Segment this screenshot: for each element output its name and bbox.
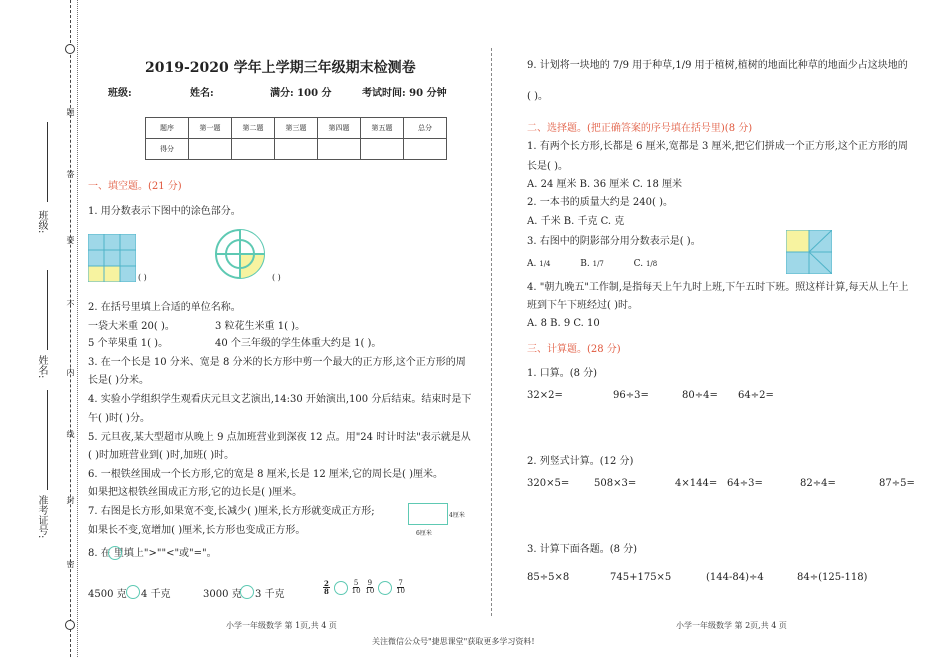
q1-circle-figure	[214, 228, 266, 280]
c2-options: A. 千米 B. 千克 C. 克	[527, 216, 625, 227]
c4-line-1: 4. "朝九晚五"工作制,是指每天上午九时上班,下午五时下班。照这样计算,每天从上午上	[527, 282, 909, 293]
c4-options: A. 8 B. 9 C. 10	[527, 318, 600, 329]
q9-line-1: 9. 计划将一块地的 7/9 用于种草,1/9 用于植树,植树的地面比种草的地面少占这块地的	[527, 60, 908, 71]
c3-options: A. 1/4 B. 1/7 C. 1/8	[527, 259, 658, 269]
q3-line-1: 3. 在一个长是 10 分米、宽是 8 分米的长方形中剪一个最大的正方形,这个正方形的周	[88, 357, 466, 368]
q7-rect-height-label: 4厘米	[449, 512, 465, 519]
q6-line-2: 如果把这根铁丝围成正方形,它的边长是( )厘米。	[88, 487, 303, 498]
grid-cell-shaded	[88, 250, 104, 266]
c2-text: 2. 一本书的质量大约是 240( )。	[527, 197, 673, 208]
section-3-heading: 三、计算题。(28 分)	[527, 344, 621, 355]
grid-cell-shaded	[120, 234, 136, 250]
margin-dot-3: 要	[66, 236, 75, 244]
margin-dot-8: 密	[66, 560, 75, 568]
c4-line-2: 班到下午下班经过( )时。	[527, 300, 638, 311]
exam-title: 2019-2020 学年上学期三年级期末检测卷	[145, 60, 416, 76]
grid-cell-plain	[120, 266, 136, 282]
time-label: 考试时间: 90 分钟	[362, 88, 447, 99]
q8-c-circle[interactable]	[334, 581, 348, 595]
q8-a-circle[interactable]	[126, 585, 140, 599]
k1-item-2: 96÷3=	[613, 390, 649, 401]
k1-item-3: 80÷4=	[682, 390, 718, 401]
q8-fractions	[322, 580, 406, 595]
class-label: 班级:	[108, 88, 132, 99]
score-cell[interactable]	[404, 139, 447, 160]
q3-line-2: 长是( )分米。	[88, 375, 149, 386]
q8-frac-3: $\frac{9}{10}$	[365, 579, 375, 595]
margin-class: 班级:	[36, 210, 47, 234]
c1-line-1: 1. 有两个长方形,长都是 6 厘米,宽都是 3 厘米,把它们拼成一个正方形,这个正方形的周	[527, 141, 908, 152]
q4-line-1: 4. 实验小学组织学生观看庆元旦文艺演出,14:30 开始演出,100 分后结束。结束时是下	[88, 394, 472, 405]
binding-circle-top	[65, 44, 75, 54]
score-col-2: 第二题	[232, 118, 275, 139]
score-table	[145, 117, 447, 160]
k2-item-2: 508×3=	[594, 478, 637, 489]
k2-item-5: 82÷4=	[800, 478, 836, 489]
footer-promo: 关注微信公众号"捷思课堂"获取更多学习资料!	[372, 637, 535, 646]
score-cell[interactable]	[318, 139, 361, 160]
name-label: 姓名:	[190, 88, 214, 99]
q5-line-1: 5. 元旦夜,某大型超市从晚上 9 点加班营业到深夜 12 点。用"24 时计时法"表示就是从	[88, 432, 471, 443]
q7-rectangle	[408, 503, 448, 525]
c3-text: 3. 右图中的阴影部分用分数表示是( )。	[527, 236, 701, 247]
k1-item-4: 64÷2=	[738, 390, 774, 401]
q2-d: 40 个三年级的学生体重大约是 1( )。	[215, 338, 382, 349]
k2-text: 2. 列竖式计算。(12 分)	[527, 456, 634, 467]
page-divider	[491, 48, 492, 616]
score-col-1: 第一题	[189, 118, 232, 139]
k3-item-1: 85÷5×8	[527, 572, 570, 583]
q2-text: 2. 在括号里填上合适的单位名称。	[88, 302, 241, 313]
q8-b-circle[interactable]	[240, 585, 254, 599]
k3-item-3: (144-84)÷4	[706, 572, 764, 583]
margin-id: 准考证号:	[36, 495, 47, 539]
q8-text: 8. 在 里填上">""<"或"="。	[88, 548, 217, 559]
section-2-heading: 二、选择题。(把正确答案的序号填在括号里)(8 分)	[527, 123, 753, 134]
k2-item-6: 87÷5=	[879, 478, 915, 489]
q2-c: 5 个苹果重 1( )。	[88, 338, 169, 349]
full-score-label: 满分: 100 分	[270, 88, 332, 99]
score-cell[interactable]	[275, 139, 318, 160]
score-table-header: 题序	[146, 118, 189, 139]
binding-line	[70, 0, 71, 657]
k1-item-1: 32×2=	[527, 390, 563, 401]
grid-cell-yellow	[88, 266, 104, 282]
binding-circle-bottom	[65, 620, 75, 630]
grid-cell-yellow	[104, 266, 120, 282]
q9-line-2: ( )。	[527, 91, 548, 102]
grid-cell-shaded	[104, 234, 120, 250]
k2-item-3: 4×144=	[675, 478, 718, 489]
q8-frac-4: $\frac{7}{10}$	[396, 579, 406, 595]
q8-circle-example	[108, 546, 122, 560]
q1-blank-2[interactable]: ( )	[272, 273, 281, 282]
c1-line-2: 长是( )。	[527, 161, 568, 172]
margin-dot-1: 题	[66, 108, 75, 116]
score-col-3: 第三题	[275, 118, 318, 139]
q8-frac-1: $\frac{2}{8}$	[324, 579, 329, 596]
q1-grid-figure	[88, 234, 136, 282]
score-col-total: 总分	[404, 118, 447, 139]
q8-b-right: 3 千克	[255, 589, 285, 600]
grid-cell-shaded	[104, 250, 120, 266]
margin-dot-6: 线	[66, 430, 75, 438]
k1-text: 1. 口算。(8 分)	[527, 368, 598, 379]
q5-line-2: ( )时加班营业到( )时,加班( )时。	[88, 450, 235, 461]
q8-a-left: 4500 克	[88, 589, 127, 600]
q8-frac-2: $\frac{5}{10}$	[351, 579, 361, 595]
section-1-heading: 一、填空题。(21 分)	[88, 181, 182, 192]
score-cell[interactable]	[232, 139, 275, 160]
q6-line-1: 6. 一根铁丝围成一个长方形,它的宽是 8 厘米,长是 12 厘米,它的周长是( )厘米。	[88, 469, 444, 480]
score-col-5: 第五题	[361, 118, 404, 139]
grid-cell-shaded	[120, 250, 136, 266]
k3-item-4: 84÷(125-118)	[797, 572, 868, 583]
k2-item-4: 64÷3=	[727, 478, 763, 489]
q7-line-2: 如果长不变,宽增加( )厘米,长方形也变成正方形。	[88, 525, 306, 536]
binding-line-2	[77, 0, 78, 657]
k2-item-1: 320×5=	[527, 478, 570, 489]
margin-name: 姓名:	[36, 355, 47, 379]
margin-dot-7: 封	[66, 496, 75, 504]
q1-blank-1[interactable]: ( )	[138, 273, 147, 282]
margin-dot-2: 答	[66, 170, 75, 178]
q8-a-right: 4 千克	[141, 589, 171, 600]
q2-a: 一袋大米重 20( )。	[88, 321, 175, 332]
k3-text: 3. 计算下面各题。(8 分)	[527, 544, 638, 555]
q7-rect-width-label: 6厘米	[416, 530, 432, 537]
margin-dot-4: 不	[66, 300, 75, 308]
c1-options: A. 24 厘米 B. 36 厘米 C. 18 厘米	[527, 179, 683, 190]
score-cell[interactable]	[361, 139, 404, 160]
grid-cell-shaded	[88, 234, 104, 250]
q4-line-2: 午( )时( )分。	[88, 413, 150, 424]
k3-item-2: 745+175×5	[610, 572, 672, 583]
c3-square-figure	[786, 230, 832, 274]
q8-d-circle[interactable]	[378, 581, 392, 595]
q2-b: 3 粒花生米重 1( )。	[215, 321, 306, 332]
footer-page-1: 小学一年级数学 第 1页,共 4 页	[226, 621, 337, 630]
footer-page-2: 小学一年级数学 第 2页,共 4 页	[676, 621, 787, 630]
margin-dot-5: 内	[66, 368, 75, 376]
score-row-label: 得分	[146, 139, 189, 160]
q7-line-1: 7. 右图是长方形,如果宽不变,长减少( )厘米,长方形就变成正方形;	[88, 506, 375, 517]
score-cell[interactable]	[189, 139, 232, 160]
q1-text: 1. 用分数表示下图中的涂色部分。	[88, 206, 241, 217]
score-col-4: 第四题	[318, 118, 361, 139]
q8-b-left: 3000 克	[203, 589, 242, 600]
